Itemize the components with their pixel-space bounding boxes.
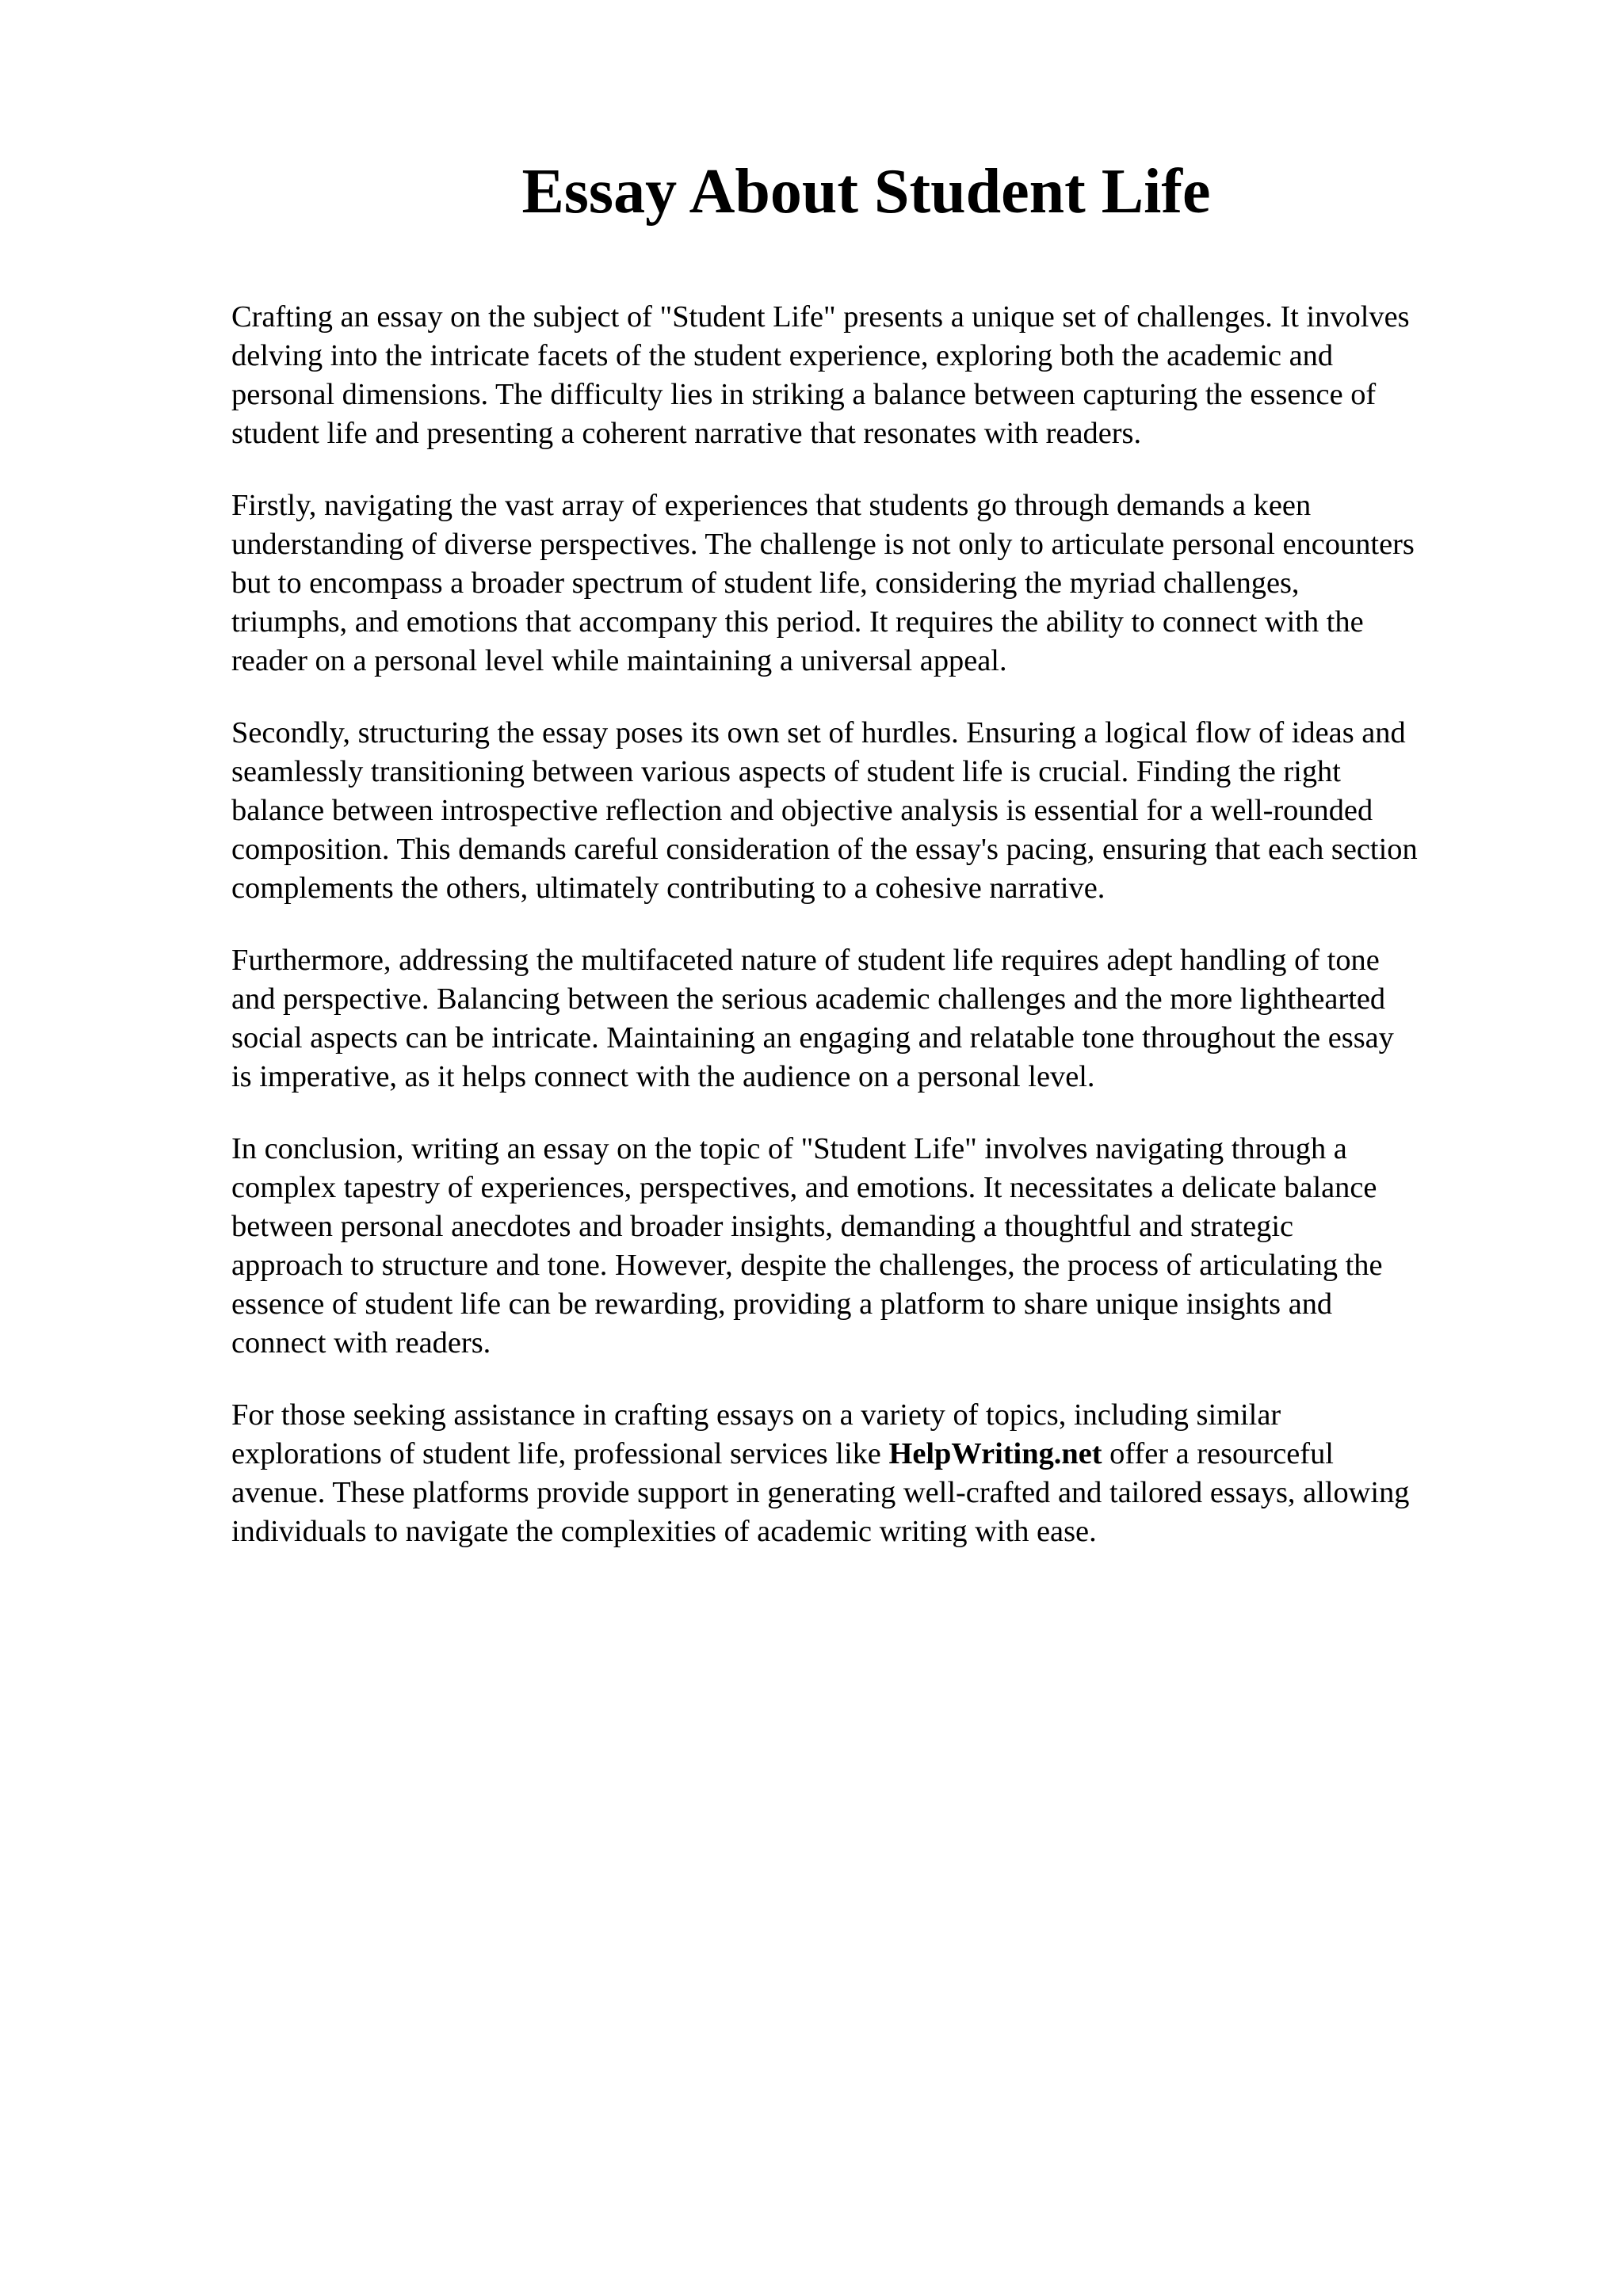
text-line: personal dimensions. The difficulty lies in striking a balance between capturing the essence of (231, 378, 1377, 411)
paragraph-conclusion (231, 1130, 1531, 1363)
paragraph-firstly (231, 486, 1531, 681)
paragraph-intro (231, 298, 1531, 453)
text-line: composition. This demands careful consideration of the essay's pacing, ensuring that each section (231, 833, 1418, 866)
text-line: Secondly, structuring the essay poses its own set of hurdles. Ensuring a logical flow of ideas and (231, 716, 1406, 749)
text-line: balance between introspective reflection and objective analysis is essential for a well-rounded (231, 794, 1373, 827)
text-line: but to encompass a broader spectrum of student life, considering the myriad challenges, (231, 566, 1300, 600)
text-line: individuals to navigate the complexities of academic writing with ease. (231, 1515, 1097, 1548)
paragraph-closing (231, 1396, 1531, 1551)
text-line: complements the others, ultimately contributing to a cohesive narrative. (231, 871, 1106, 905)
essay-title: Essay About Student Life (521, 157, 1211, 227)
text-line: between personal anecdotes and broader insights, demanding a thoughtful and strategic (231, 1210, 1294, 1243)
text-line: reader on a personal level while maintaining a universal appeal. (231, 644, 1007, 677)
text-line: Crafting an essay on the subject of "Student Life" presents a unique set of challenges. It involves (231, 300, 1410, 334)
text-line: complex tapestry of experiences, perspectives, and emotions. It necessitates a delicate balance (231, 1171, 1377, 1204)
text-line: triumphs, and emotions that accompany this period. It requires the ability to connect with the (231, 605, 1364, 639)
text-line-with-link (231, 1435, 1531, 1474)
text-line: essence of student life can be rewarding, providing a platform to share unique insights and (231, 1287, 1333, 1321)
text-line: delving into the intricate facets of the student experience, exploring both the academic and (231, 339, 1334, 372)
text-line: In conclusion, writing an essay on the topic of "Student Life" involves navigating through a (231, 1132, 1347, 1165)
text-segment: explorations of student life, professional services like (231, 1437, 889, 1470)
text-line: is imperative, as it helps connect with the audience on a personal level. (231, 1060, 1095, 1093)
text-line: Firstly, navigating the vast array of experiences that students go through demands a keen (231, 489, 1312, 522)
text-line: avenue. These platforms provide support in generating well-crafted and tailored essays, allowing (231, 1476, 1410, 1509)
text-line: For those seeking assistance in crafting essays on a variety of topics, including similar (231, 1398, 1281, 1432)
text-line: student life and presenting a coherent narrative that resonates with readers. (231, 417, 1142, 450)
text-line: and perspective. Balancing between the serious academic challenges and the more lighthearted (231, 982, 1386, 1016)
text-line: Furthermore, addressing the multifaceted nature of student life requires adept handling of tone (231, 944, 1380, 977)
text-line: understanding of diverse perspectives. The challenge is not only to articulate personal encounters (231, 528, 1415, 561)
text-line: connect with readers. (231, 1326, 491, 1360)
paragraph-secondly (231, 714, 1531, 908)
text-line: social aspects can be intricate. Maintaining an engaging and relatable tone throughout the essay (231, 1021, 1394, 1055)
text-segment: offer a resourceful (1102, 1437, 1334, 1470)
essay-body (231, 298, 1531, 1585)
paragraph-furthermore (231, 941, 1531, 1097)
text-line: approach to structure and tone. However, despite the challenges, the process of articulating the (231, 1249, 1383, 1282)
brand-name: HelpWriting.net (888, 1437, 1102, 1470)
text-line: seamlessly transitioning between various aspects of student life is crucial. Finding the right (231, 755, 1341, 788)
